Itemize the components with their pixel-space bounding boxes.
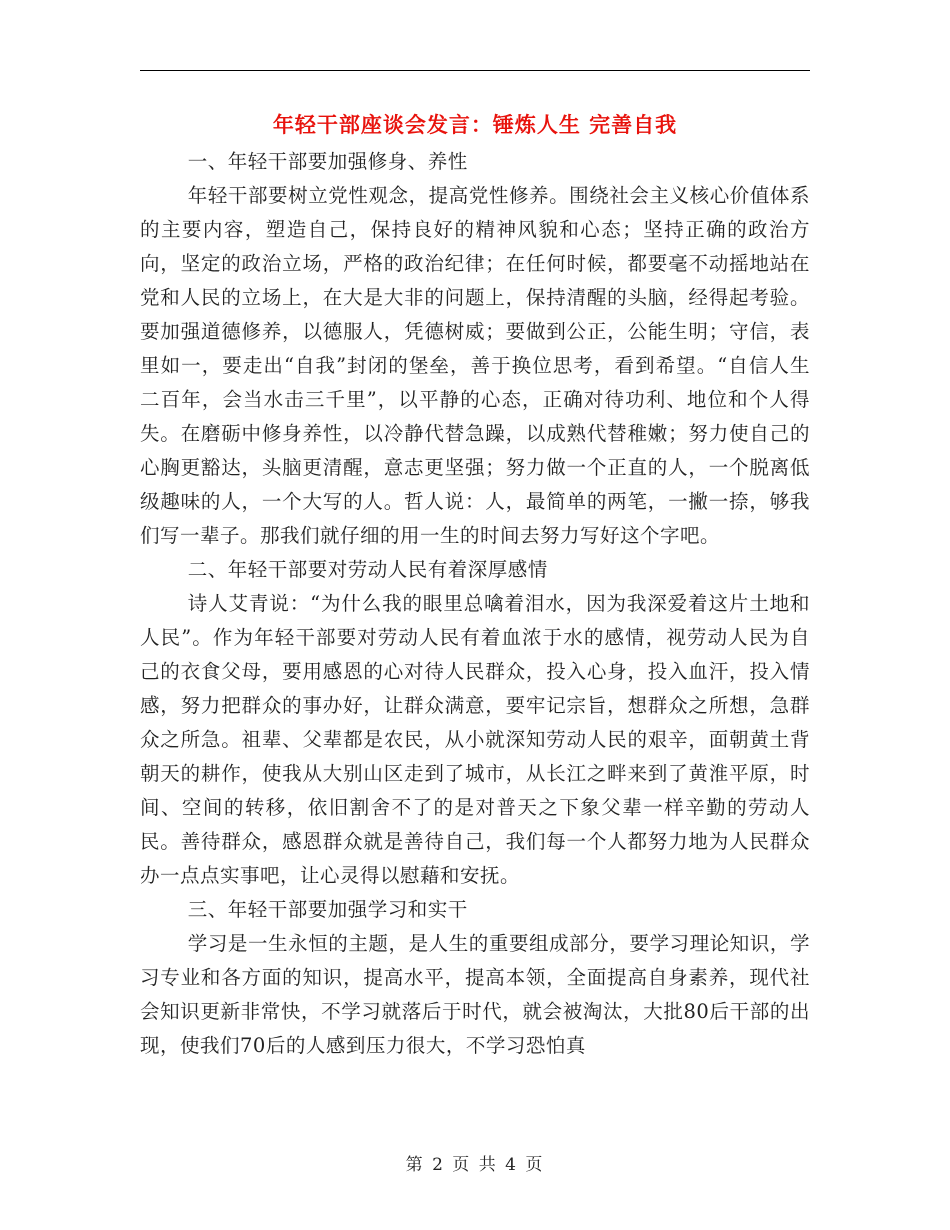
header-rule: [140, 70, 810, 71]
section-heading-2: 二、年轻干部要对劳动人民有着深厚感情: [187, 558, 548, 581]
document-body: [140, 145, 810, 1063]
page-number-footer: 第 2 页 共 4 页: [405, 1155, 545, 1175]
section-heading-3: 三、年轻干部要加强学习和实干: [187, 898, 468, 921]
document-title: 年轻干部座谈会发言：锤炼人生 完善自我: [272, 112, 678, 137]
section-paragraph-3: 学习是一生永恒的主题，是人生的重要组成部分，要学习理论知识，学习专业和各方面的知识，提高水平，提高本领，全面提高自身素养，现代社会知识更新非常快，不学习就落后于时代，就会被淘汰，大批80后干部的出现，使我们70后的人感到压力很大，不学习恐怕真: [140, 932, 810, 1057]
section-paragraph-1: 年轻干部要树立党性观念，提高党性修养。围绕社会主义核心价值体系的主要内容，塑造自己，保持良好的精神风貌和心态；坚持正确的政治方向，坚定的政治立场，严格的政治纪律；在任何时候，都要毫不动摇地站在党和人民的立场上，在大是大非的问题上，保持清醒的头脑，经得起考验。要加强道德修养，以德服人，凭德树威；要做到公正，公能生明；守信，表里如一，要走出“自我”封闭的堡垒，善于换位思考，看到希望。“自信人生二百年，会当水击三千里”，以平静的心态，正确对待功利、地位和个人得失。在磨砺中修身养性，以冷静代替急躁，以成熟代替稚嫩；努力使自己的心胸更豁达，头脑更清醒，意志更坚强；努力做一个正直的人，一个脱离低级趣味的人，一个大写的人。哲人说：人，最简单的两笔，一撇一捺，够我们写一辈子。那我们就仔细的用一生的时间去努力写好这个字吧。: [140, 184, 810, 547]
section-heading-1: 一、年轻干部要加强修身、养性: [187, 150, 468, 173]
section-paragraph-2: 诗人艾青说：“为什么我的眼里总噙着泪水，因为我深爱着这片土地和人民”。作为年轻干部要对劳动人民有着血浓于水的感情，视劳动人民为自己的衣食父母，要用感恩的心对待人民群众，投入心身，投入血汗，投入情感，努力把群众的事办好，让群众满意，要牢记宗旨，想群众之所想，急群众之所急。祖辈、父辈都是农民，从小就深知劳动人民的艰辛，面朝黄土背朝天的耕作，使我从大别山区走到了城市，从长江之畔来到了黄淮平原，时间、空间的转移，依旧割舍不了的是对普天之下象父辈一样辛勤的劳动人民。善待群众，感恩群众就是善待自己，我们每一个人都努力地为人民群众办一点点实事吧，让心灵得以慰藉和安抚。: [140, 592, 810, 887]
